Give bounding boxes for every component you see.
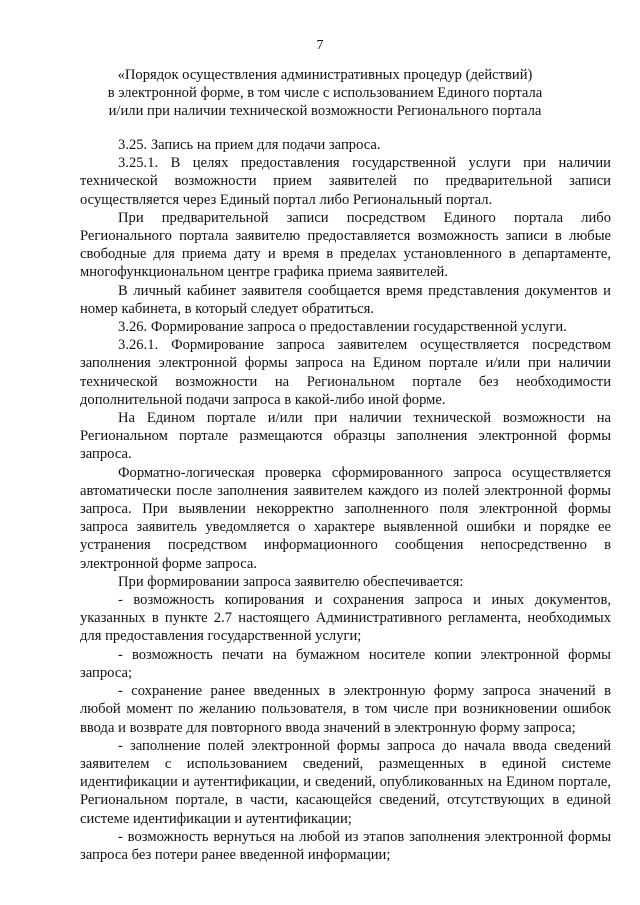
list-item: - сохранение ранее введенных в электронную форму запроса значений в любой момент по желанию пользователя, в том числе при возникновении ошибок ввода и возврате для повторного ввода значений в электронную форму запроса; <box>80 683 611 736</box>
heading-line: и/или при наличии технической возможности Регионального портала <box>108 103 542 119</box>
paragraph: На Едином портале и/или при наличии технической возможности на Региональном портале размещаются образцы заполнения электронной формы запроса. <box>80 410 611 463</box>
heading-line: в электронной форме, в том числе с использованием Единого портала <box>107 85 543 101</box>
paragraph-3-26-1: 3.26.1. Формирование запроса заявителем осуществляется посредством заполнения электронной формы запроса на Едином портале и/или при наличии технической возможности на Региональном портале без необходимости дополнительной подачи запроса в какой-либо иной форме. <box>80 337 611 408</box>
section-heading <box>100 66 550 120</box>
document-body <box>80 136 611 864</box>
paragraph: Форматно-логическая проверка сформированного запроса осуществляется автоматически после заполнения заявителем каждого из полей электронной формы запроса. При выявлении некорректно заполненного поля электронной формы запроса заявитель уведомляется о характере выявленной ошибки и порядке ее устранения посредством информационного сообщения непосредственно в электронной форме запроса. <box>80 464 611 572</box>
heading-line: «Порядок осуществления административных процедур (действий) <box>117 67 533 83</box>
paragraph-3-25-1: 3.25.1. В целях предоставления государственной услуги при наличии технической возможности прием заявителей по предварительной записи осуществляется через Единый портал либо Региональный портал. <box>80 155 611 208</box>
paragraph: В личный кабинет заявителя сообщается время представления документов и номер кабинета, в который следует обратиться. <box>80 282 611 317</box>
paragraph: При предварительной записи посредством Единого портала либо Регионального портала заявителю предоставляется возможность записи в любые свободные для приема дату и время в пределах установленного в департаменте, многофункциональном центре графика приема заявителей. <box>80 209 611 281</box>
paragraph-3-26: 3.26. Формирование запроса о предоставлении государственной услуги. <box>118 319 567 336</box>
list-item: - заполнение полей электронной формы запроса до начала ввода сведений заявителем с использованием сведений, размещенных в единой системе идентификации и аутентификации, и сведений, опубликованных на Едином портале, Региональном портале, в части, касающейся сведений, отсутствующих в единой системе идентификации и аутентификации; <box>80 737 611 827</box>
paragraph: При формировании запроса заявителю обеспечивается: <box>118 573 464 590</box>
page-number: 7 <box>316 38 324 53</box>
paragraph-3-25: 3.25. Запись на прием для подачи запроса. <box>118 137 381 153</box>
list-item: - возможность вернуться на любой из этапов заполнения электронной формы запроса без потери ранее введенной информации; <box>80 828 611 863</box>
list-item: - возможность печати на бумажном носителе копии электронной формы запроса; <box>80 646 611 681</box>
list-item: - возможность копирования и сохранения запроса и иных документов, указанных в пункте 2.7 настоящего Административного регламента, необходимых для предоставления государственной услуги; <box>80 592 611 645</box>
